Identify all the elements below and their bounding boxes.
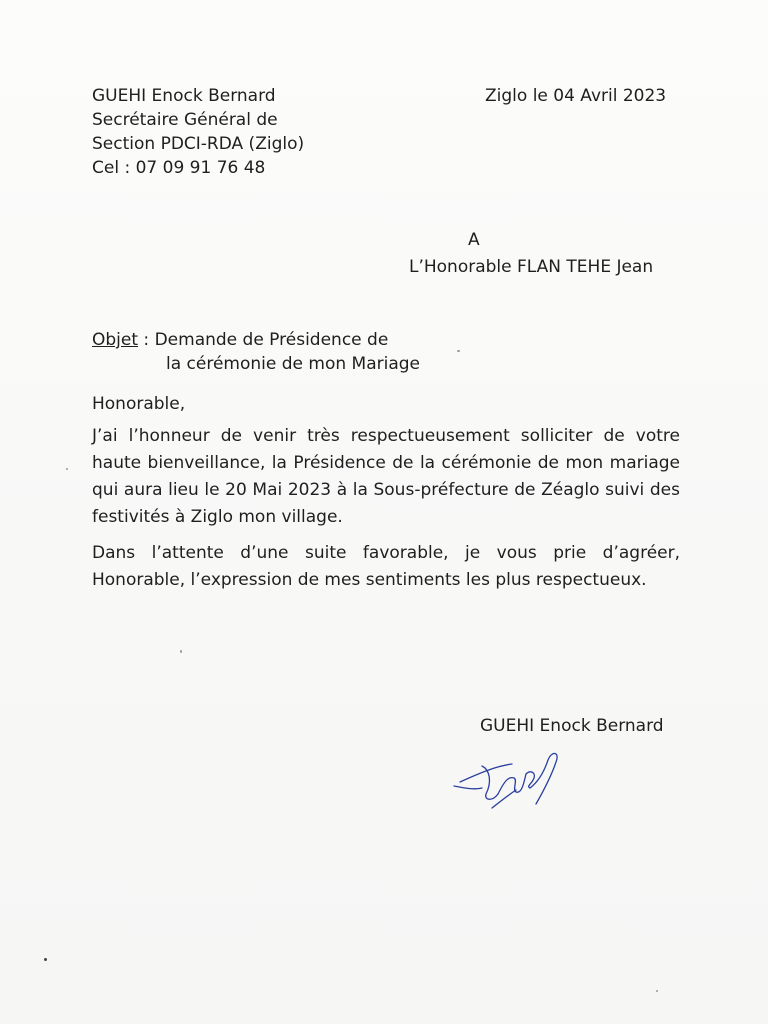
- date-line: Ziglo le 04 Avril 2023: [485, 86, 667, 106]
- body-paragraph-2: Dans l’attente d’une suite favorable, je vous prie d’agréer, Honorable, l’expression de mes sentiments les plus respectueux.: [92, 543, 680, 590]
- sender-title: Secrétaire Général de: [92, 110, 278, 130]
- sender-name: GUEHI Enock Bernard: [92, 86, 276, 106]
- handwritten-signature: [452, 742, 568, 812]
- body-paragraph-1: J’ai l’honneur de venir très respectueusement solliciter de votre haute bienveillance, la Présidence de la cérémonie de mon mariage qui aura lieu le 20 Mai 2023 à la Sous-préfecture de Zéaglo suivi des festivités à Ziglo mon village.: [92, 426, 680, 527]
- paper-speck: [66, 468, 68, 470]
- sender-section: Section PDCI-RDA (Ziglo): [92, 134, 305, 154]
- recipient-prefix: A: [468, 230, 480, 250]
- paper-speck: [457, 350, 460, 352]
- paper-speck: [180, 650, 182, 653]
- subject-text-1: Demande de Présidence de: [154, 330, 389, 350]
- paper-speck: [656, 990, 658, 992]
- sender-block: [92, 84, 304, 180]
- salutation: Honorable,: [92, 394, 186, 414]
- subject-separator: :: [138, 330, 155, 350]
- subject-block: [92, 328, 420, 376]
- subject-label: Objet: [92, 330, 139, 350]
- recipient-name: L’Honorable FLAN TEHE Jean: [409, 257, 654, 277]
- subject-line-1: [92, 328, 420, 352]
- subject-text-2: la cérémonie de mon Mariage: [166, 354, 421, 374]
- signer-name: GUEHI Enock Bernard: [480, 716, 664, 736]
- paper-speck: [44, 958, 47, 961]
- sender-phone: Cel : 07 09 91 76 48: [92, 158, 266, 178]
